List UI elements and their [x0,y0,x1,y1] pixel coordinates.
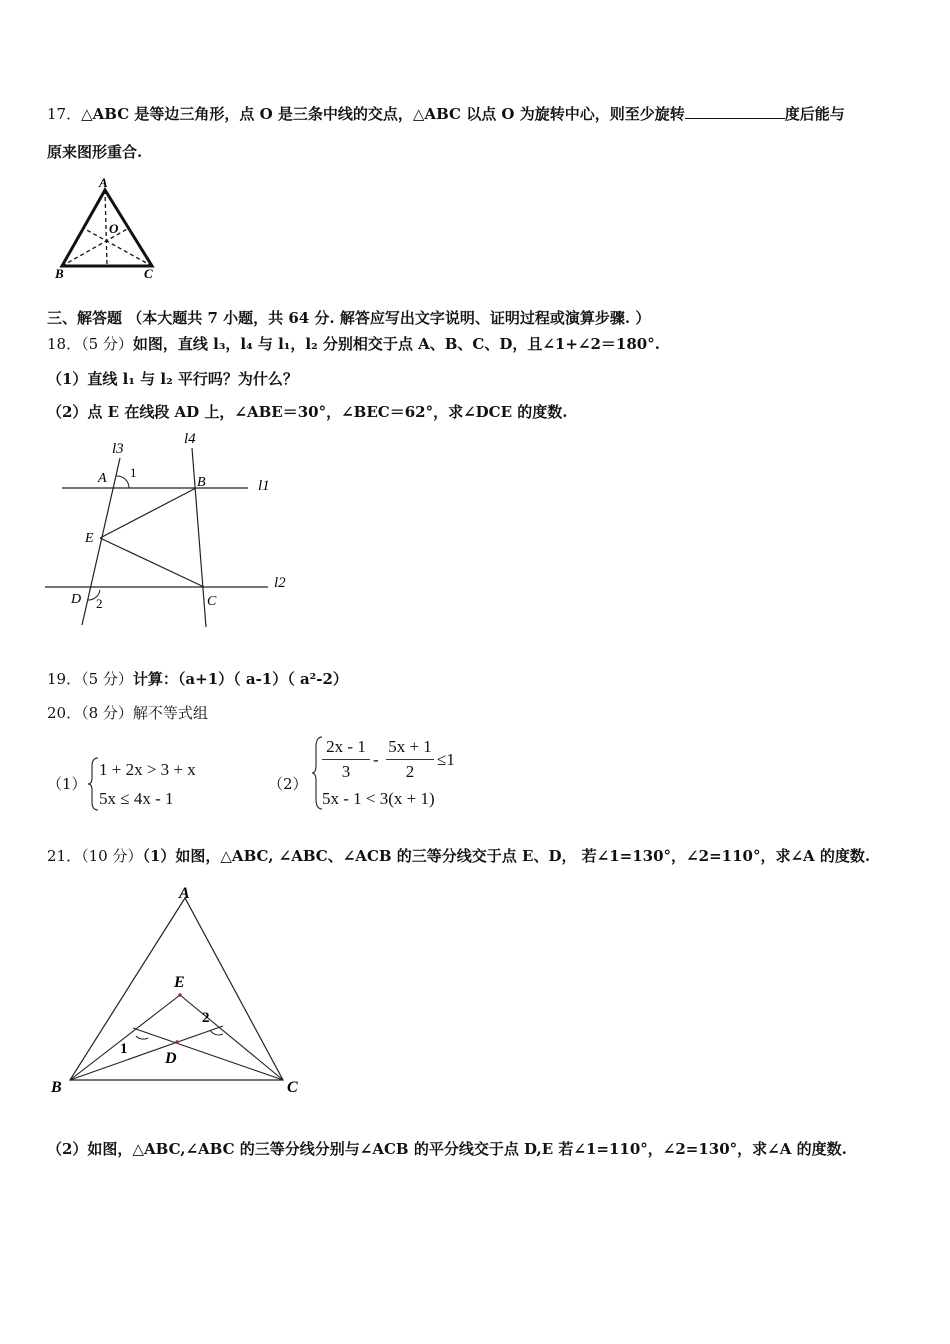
label-c: C [144,266,153,280]
segment-be [100,488,196,538]
q21-part1: （1）如图，△ABC, ∠ABC、∠ACB 的三等分线交于点 E、D， 若∠1=130°，∠2=110°，求∠A 的度数. [142,847,871,865]
q20-p1-label: （1） [47,775,87,793]
label-b: B [51,1079,62,1096]
label-d: D [71,592,82,607]
q20-text: 解不等式组 [132,704,208,722]
q20-p2-minus: - [373,750,379,769]
q20-p2-frac2-num: 5x + 1 [388,737,432,756]
point-d [175,1040,179,1044]
label-l3: l3 [112,441,124,457]
label-angle-2: 2 [96,596,103,611]
label-b: B [55,266,64,280]
q21-part2: （2）如图，△ABC,∠ABC 的三等分线分别与∠ACB 的平分线交于点 D,E 若∠1=110°，∠2=130°，求∠A 的度数. [47,1140,847,1158]
figure-18 [40,430,300,630]
figure-17-triangle [52,172,162,280]
q20-p2-frac1-bar [322,759,370,760]
q20-p1-eq2: 5x ≤ 4x - 1 [99,789,174,808]
q20-p2-eq2: 5x - 1 < 3(x + 1) [322,789,435,808]
q18-number: 18． [47,335,82,353]
q20-p2-label: （2） [268,775,308,793]
label-l1: l1 [258,478,270,494]
q19-line [47,668,348,689]
line-be [70,995,180,1080]
q21-score: （10 分） [81,847,143,865]
q19-number: 19． [47,670,82,688]
q20-line [47,702,208,723]
segment-ec [100,538,204,587]
angle-1-arc [136,1036,148,1039]
q17-text-a: △ABC 是等边三角形，点 O 是三条中线的交点，△ABC 以点 O 为旋转中心，则至少旋转 [81,105,685,123]
q20-number: 20． [47,704,82,722]
label-c: C [287,1079,298,1096]
label-o: O [109,221,119,236]
q17-line2: 原来图形重合. [47,143,143,161]
angle-1-arc [116,476,129,488]
median-a [105,190,107,266]
section3-title: 三、解答题 （本大题共 7 小题，共 64 分. 解答应写出文字说明、证明过程或演算步骤. ） [47,309,651,327]
q18-part2: （2）点 E 在线段 AD 上，∠ABE＝30°，∠BEC＝62°，求∠DCE 的度数. [47,403,568,421]
q18-score: （5 分） [81,335,133,353]
figure-21 [45,878,315,1103]
label-a: A [99,175,108,190]
q20-p2-frac2-den: 2 [405,762,415,781]
q20-p2-frac2-bar [386,759,434,760]
q20-score: （8 分） [81,704,133,722]
line-cd-ext [133,1028,283,1080]
label-e: E [85,531,94,546]
q18-stem: 如图，直线 l₃，l₄ 与 l₁，l₂ 分别相交于点 A、B、C、D，且∠1+∠2＝180°. [132,335,660,353]
label-a: A [179,885,190,902]
q21-line1 [47,845,870,866]
label-e: E [174,974,185,991]
q19-text: 计算：（a+1）（ a-1）（ a²-2） [132,670,348,688]
q20-p2-frac1-den: 3 [341,762,351,781]
line-bd-ext [70,1026,223,1080]
q18-part1: （1）直线 l₁ 与 l₂ 平行吗？为什么？ [47,370,298,388]
point-e [178,993,182,997]
q17-line1 [47,103,845,124]
q17-number: 17． [47,105,82,123]
label-a: A [98,471,107,486]
label-angle-1: 1 [130,465,137,480]
line-ec [180,995,283,1080]
label-angle-1: 1 [120,1041,128,1057]
label-l2: l2 [274,575,286,591]
label-d: D [165,1050,177,1067]
label-b: B [197,475,206,490]
q20-p2-frac1-num: 2x - 1 [326,737,366,756]
label-c: C [207,594,217,609]
q21-number: 21． [47,847,82,865]
q20-p2-rel: ≤1 [437,750,455,769]
q17-answer-blank[interactable] [685,104,785,119]
q20-p1-eq1: 1 + 2x > 3 + x [99,760,196,779]
q18-stem-line [47,333,660,354]
angle-2-arc [210,1030,223,1035]
q17-text-b: 度后能与 [784,105,845,123]
q19-score: （5 分） [81,670,133,688]
label-l4: l4 [184,431,196,447]
label-angle-2: 2 [202,1010,210,1026]
